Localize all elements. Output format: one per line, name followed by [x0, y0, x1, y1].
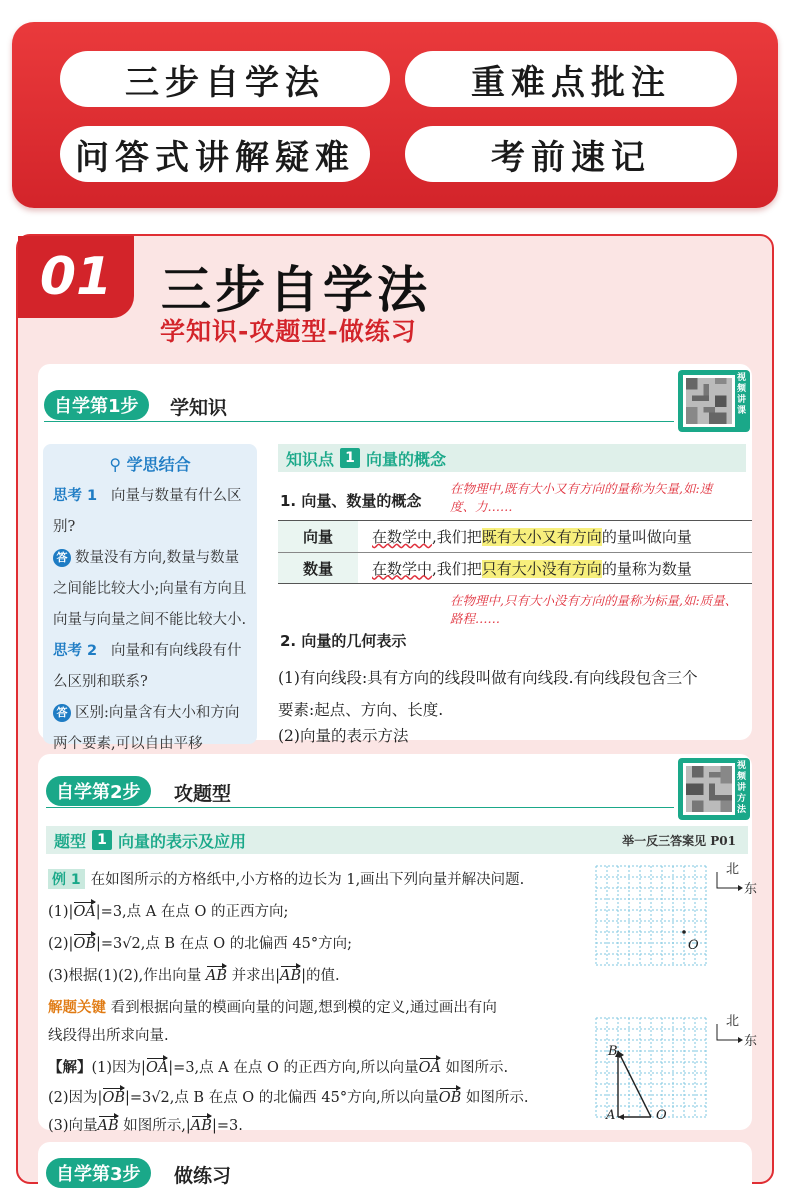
key-insight: 解题关键 看到根据向量的模画向量的问题,想到模的定义,通过画出有向 [48, 1000, 497, 1016]
table-row: 数量 在数学中,我们把只有大小没有方向的量称为数量 [278, 552, 752, 583]
section-subtitle: 学知识-攻题型-做练习 [160, 317, 417, 346]
label-north: 北 [726, 1014, 740, 1029]
condition-3: (3)根据(1)(2),作出向量 AB 并求出|AB|的值. [48, 968, 340, 984]
label-east: 东 [744, 882, 758, 897]
feature-pill-review: 考前速记 [405, 126, 737, 182]
compass-icon [714, 1024, 744, 1048]
label-north: 北 [726, 862, 740, 877]
step2-label: 攻题型 [174, 783, 232, 805]
label-a: A [606, 1108, 616, 1123]
thinking-aside [43, 444, 257, 752]
step3-pill: 自学第3步 [46, 1158, 151, 1188]
qr-code-icon [683, 763, 735, 815]
aside-question-1: 思考 1 向量与数量有什么区别? [53, 488, 242, 535]
step2-card [38, 754, 758, 1134]
label-b: B [608, 1044, 618, 1059]
qr-code-icon [683, 375, 735, 427]
feature-pill-key-points: 重难点批注 [405, 51, 737, 107]
example-prompt: 例 1 在如图所示的方格纸中,小方格的边长为 1,画出下列向量并解决问题. [48, 868, 524, 889]
search-icon: ⚲ [109, 455, 122, 474]
compass-icon [714, 872, 744, 896]
heading-concept: 1. 向量、数量的概念 [280, 492, 422, 510]
answer-reference: 举一反三答案见 P01 [622, 833, 736, 848]
aside-answer-2: 答 区别:向量含有大小和方向两个要素,可以自由平移 [53, 705, 240, 752]
vector-ob [618, 1051, 651, 1117]
problem-type-bar: 题型 1 向量的表示及应用 举一反三答案见 P01 [46, 826, 748, 854]
point-o [682, 930, 686, 934]
aside-answer-1: 答 数量没有方向,数量与数量之间能比较大小;向量有方向且向量与向量之间不能比较大小. [53, 550, 247, 628]
concept-table [278, 520, 752, 584]
feature-pill-three-step: 三步自学法 [60, 51, 390, 107]
condition-1: (1)|OA|=3,点 A 在点 O 的正西方向; [48, 904, 289, 920]
step3-card [38, 1142, 752, 1202]
key-insight-cont: 线段得出所求向量. [48, 1028, 169, 1044]
solution-1: 【解】(1)因为|OA|=3,点 A 在点 O 的正西方向,所以向量OA 如图所示. [48, 1059, 509, 1076]
table-row: 向量 在数学中,我们把既有大小又有方向的量叫做向量 [278, 521, 752, 552]
heading-geometric: 2. 向量的几何表示 [280, 632, 407, 650]
step2-pill: 自学第2步 [46, 776, 151, 806]
video-qr-code[interactable] [678, 758, 750, 820]
feature-banner [12, 22, 778, 208]
label-o: O [656, 1108, 667, 1123]
video-qr-code[interactable] [678, 370, 750, 432]
aside-title: ⚲ 学思结合 [109, 455, 191, 474]
aside-question-2: 思考 2 向量和有向线段有什么区别和联系? [53, 643, 242, 690]
section-number: 01 [18, 236, 134, 318]
knowledge-point-bar: 知识点 1 向量的概念 [278, 444, 746, 472]
annotation-vector-physics: 在物理中,既有大小又有方向的量称为矢量,如:速度、力…… [450, 481, 713, 514]
step3-label: 做练习 [174, 1165, 232, 1187]
grid-figure-2 [596, 1018, 712, 1118]
condition-2: (2)|OB|=3√2,点 B 在点 O 的北偏西 45°方向; [48, 936, 352, 952]
solution-3: (3)向量AB 如图所示,|AB|=3. [48, 1118, 243, 1134]
feature-pill-qa: 问答式讲解疑难 [60, 126, 370, 182]
label-east: 东 [744, 1034, 758, 1049]
label-o: O [688, 938, 699, 953]
solution-2: (2)因为|OB|=3√2,点 B 在点 O 的北偏西 45°方向,所以向量OB 如图所示. [48, 1090, 529, 1106]
step1-pill: 自学第1步 [44, 390, 149, 420]
divider [44, 421, 674, 422]
paragraph: (1)有向线段:具有方向的线段叫做有向线段.有向线段包含三个 [278, 669, 698, 687]
annotation-scalar-physics: 在物理中,只有大小没有方向的量称为标量,如:质量、路程…… [450, 593, 738, 626]
section-frame [16, 234, 774, 1187]
qr-caption: 视频讲方法 [737, 761, 747, 815]
step1-card [38, 364, 752, 752]
paragraph: 要素:起点、方向、长度. [278, 701, 444, 719]
step1-label: 学知识 [170, 397, 228, 419]
paragraph: (2)向量的表示方法 [278, 727, 409, 745]
qr-caption: 视频讲课 [737, 373, 747, 416]
divider [46, 807, 674, 808]
section-title: 三步自学法 [161, 261, 431, 319]
